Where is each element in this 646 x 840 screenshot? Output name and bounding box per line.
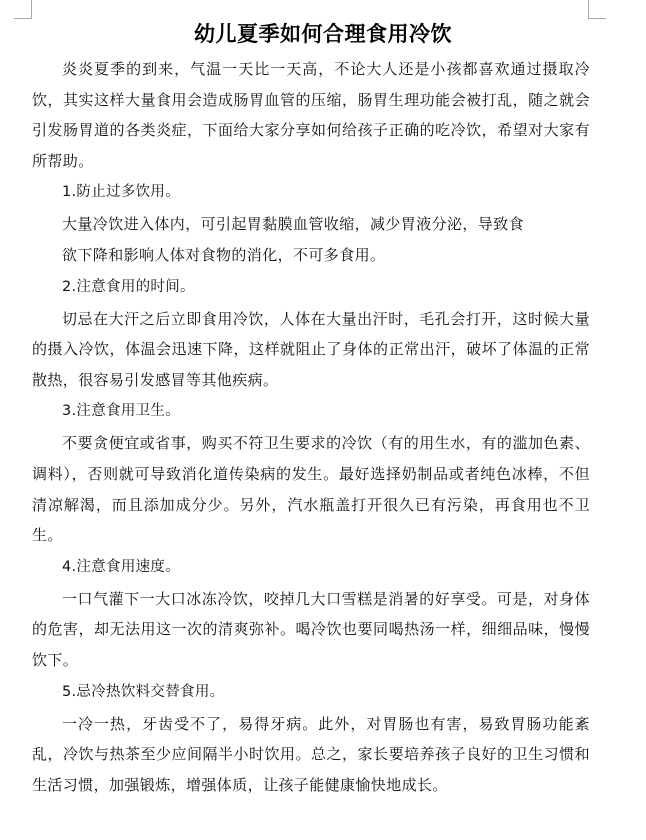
section-body-3: 不要贪便宜或省事，购买不符卫生要求的冷饮（有的用生水，有的滥加色素、调料），否则就可导致消化道传染病的发生。最好选择奶制品或者纯色冰棒，不但清凉解渴，而且添加成分少。另外，汽水瓶盖打开很久已有污染，再食用也不卫生。 [32,434,590,545]
document-body [32,54,590,800]
section-heading-1: 1.防止过多饮用。 [62,184,181,201]
page-corner-mark-top-right [588,0,606,19]
section-body-5: 一冷一热，牙齿受不了，易得牙病。此外，对胃肠也有害，易致胃肠功能紊乱，冷饮与热茶至少应间隔半小时饮用。总之，家长要培养孩子良好的卫生习惯和生活习惯，加强锻炼，增强体质，让孩子能健康愉快地成长。 [32,714,590,794]
intro-paragraph: 炎炎夏季的到来，气温一天比一天高，不论大人还是小孩都喜欢通过摄取冷饮，其实这样大量食用会造成肠胃血管的压缩，肠胃生理功能会被打乱，随之就会引发肠胃道的各类炎症，下面给大家分享如何给孩子正确的吃冷饮，希望对大家有所帮助。 [32,60,590,170]
section-body-1-line-2: 欲下降和影响人体对食物的消化，不可多食用。 [62,245,386,264]
document-title: 幼儿夏季如何合理食用冷饮 [194,21,452,46]
section-body-2: 切忌在大汗之后立即食用冷饮，人体在大量出汗时，毛孔会打开，这时候大量的摄入冷饮，体温会迅速下降，这样就阻止了身体的正常出汗，破坏了体温的正常散热，很容易引发感冒等其他疾病。 [32,309,590,389]
section-heading-5: 5.忌冷热饮料交替食用。 [62,683,225,700]
section-body-4: 一口气灌下一大口冰冻冷饮，咬掉几大口雪糕是消暑的好享受。可是，对身体的危害，却无法用这一次的清爽弥补。喝冷饮也要同喝热汤一样，细细品味，慢慢饮下。 [32,589,590,669]
section-heading-4: 4.注意食用速度。 [62,558,181,575]
section-body-1 [32,209,590,270]
section-heading-2: 2.注意食用的时间。 [62,278,195,295]
section-body-1-line-1: 大量冷饮进入体内，可引起胃黏膜血管收缩，减少胃液分泌，导致食 [62,215,525,234]
page-corner-mark-top-left [14,0,32,19]
section-heading-3: 3.注意食用卫生。 [62,403,181,420]
